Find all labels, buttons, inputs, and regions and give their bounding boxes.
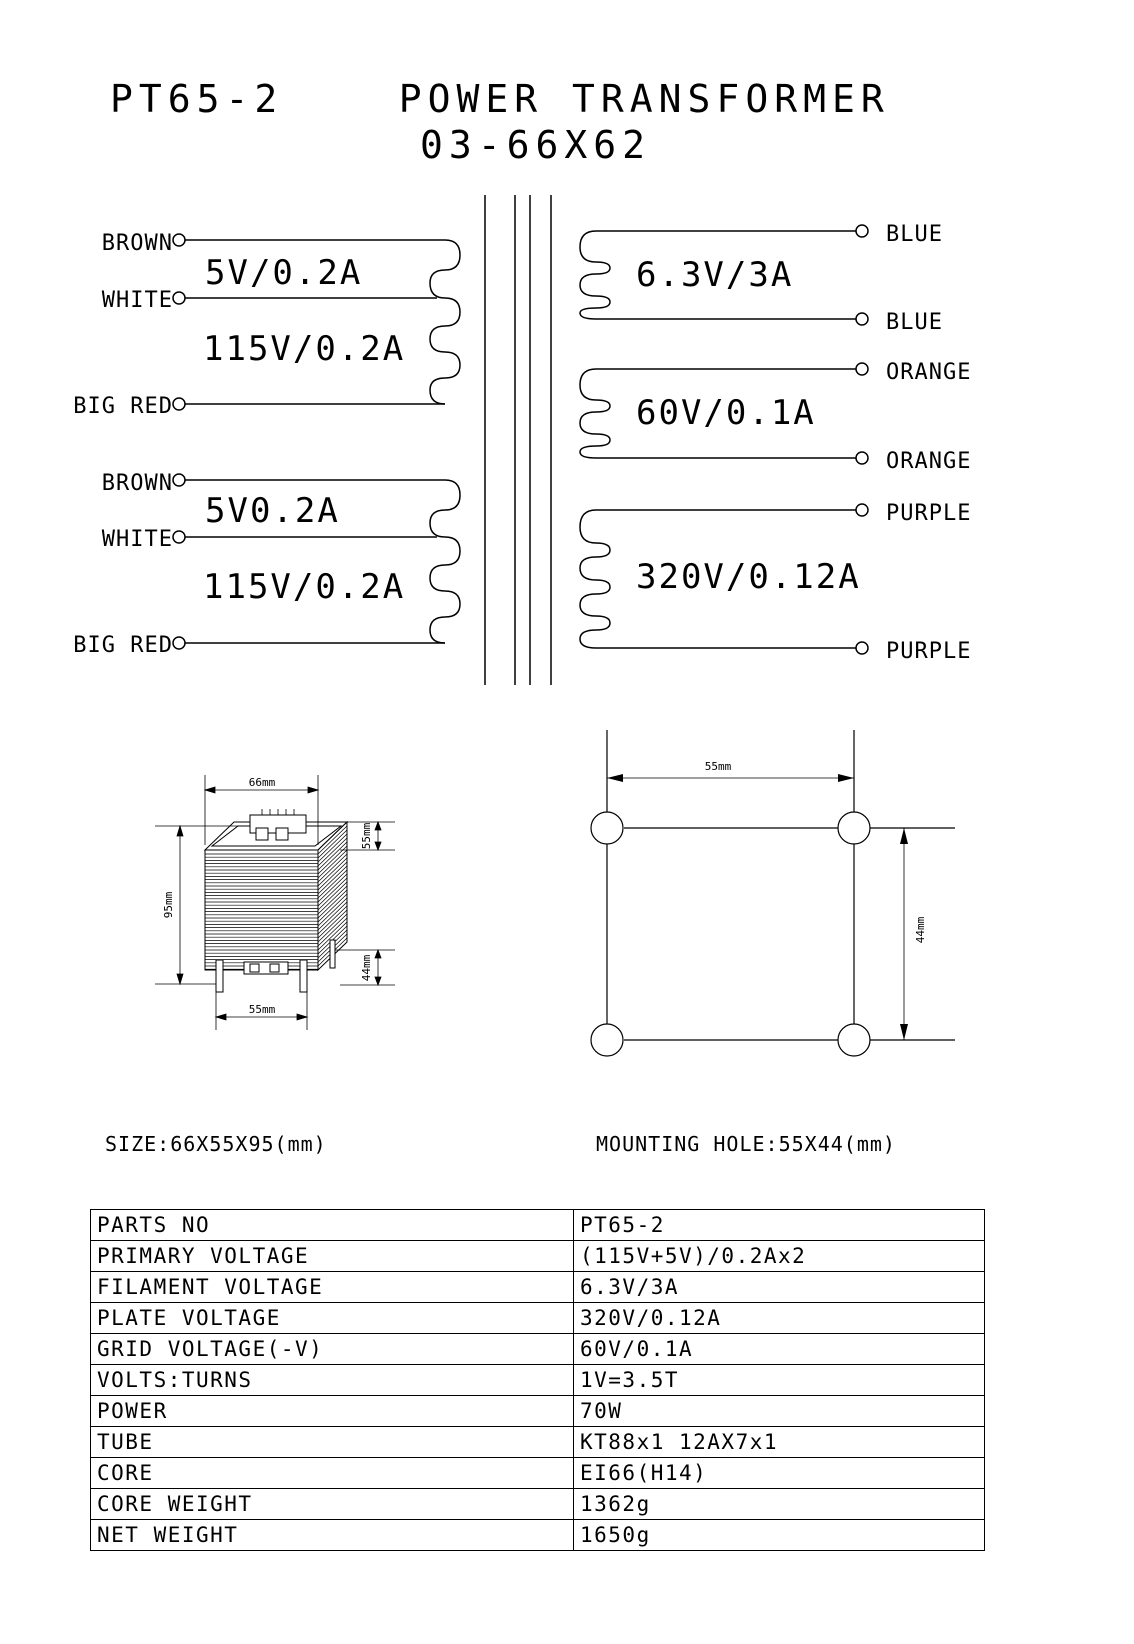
spec-label: GRID VOLTAGE(-V) — [91, 1334, 574, 1365]
secondary-winding-plate — [580, 501, 971, 664]
secondary-winding-grid — [580, 360, 971, 474]
wire-label-purple: PURPLE — [886, 639, 972, 664]
primary-winding-1 — [73, 231, 460, 419]
transformer-body-drawing — [205, 809, 347, 992]
dim-pin-height: 44mm — [360, 954, 373, 982]
spec-label: FILAMENT VOLTAGE — [91, 1272, 574, 1303]
mounting-caption: MOUNTING HOLE:55X44(mm) — [596, 1132, 896, 1156]
spec-value: 60V/0.1A — [574, 1334, 985, 1365]
spec-label: CORE WEIGHT — [91, 1489, 574, 1520]
wire-label-big-red: BIG RED — [73, 394, 173, 419]
terminal-circle — [173, 531, 185, 543]
terminal-circle — [173, 637, 185, 649]
spec-value: 1V=3.5T — [574, 1365, 985, 1396]
spec-label: VOLTS:TURNS — [91, 1365, 574, 1396]
spec-value: 70W — [574, 1396, 985, 1427]
wire-label-brown: BROWN — [101, 231, 173, 256]
coil-symbol — [580, 231, 610, 319]
rating-6-3v: 6.3V/3A — [636, 255, 794, 295]
terminal-circle — [856, 642, 868, 654]
table-row — [91, 1489, 985, 1520]
table-row — [91, 1458, 985, 1489]
table-row — [91, 1427, 985, 1458]
wire-label-white: WHITE — [101, 527, 173, 552]
spec-value: 320V/0.12A — [574, 1303, 985, 1334]
mounting-hole — [591, 1024, 623, 1056]
dim-mount-width: 55mm — [704, 760, 732, 773]
drawing-title: PT65-2 POWER TRANSFORMER — [110, 77, 890, 121]
coil-symbol — [580, 510, 610, 648]
wire-label-blue: BLUE — [886, 222, 943, 247]
spec-label: TUBE — [91, 1427, 574, 1458]
table-row — [91, 1334, 985, 1365]
rating-320v: 320V/0.12A — [636, 557, 861, 597]
transformer-core — [485, 195, 551, 685]
terminal-circle — [173, 292, 185, 304]
terminal-circle — [173, 234, 185, 246]
spec-label: CORE — [91, 1458, 574, 1489]
wire-label-big-red: BIG RED — [73, 633, 173, 658]
rating-5v: 5V0.2A — [205, 491, 340, 531]
spec-value: 1362g — [574, 1489, 985, 1520]
terminal-circle — [856, 313, 868, 325]
terminal-circle — [856, 363, 868, 375]
spec-value: (115V+5V)/0.2Ax2 — [574, 1241, 985, 1272]
wire-label-orange: ORANGE — [886, 360, 972, 385]
wire-label-orange: ORANGE — [886, 449, 972, 474]
spec-value: 6.3V/3A — [574, 1272, 985, 1303]
table-row — [91, 1303, 985, 1334]
spec-label: PLATE VOLTAGE — [91, 1303, 574, 1334]
secondary-winding-filament — [580, 222, 943, 335]
wire-label-blue: BLUE — [886, 310, 943, 335]
terminal-circle — [856, 504, 868, 516]
spec-table — [90, 1209, 985, 1551]
spec-label: PRIMARY VOLTAGE — [91, 1241, 574, 1272]
mounting-hole-diagram — [591, 730, 955, 1056]
coil-symbol — [430, 480, 460, 643]
size-caption: SIZE:66X55X95(mm) — [105, 1132, 327, 1156]
primary-winding-2 — [73, 471, 460, 658]
rating-60v: 60V/0.1A — [636, 393, 816, 433]
table-row — [91, 1272, 985, 1303]
rating-5v: 5V/0.2A — [205, 253, 363, 293]
rating-115v: 115V/0.2A — [203, 567, 406, 607]
table-row — [91, 1520, 985, 1551]
spec-value: EI66(H14) — [574, 1458, 985, 1489]
spec-label: PARTS NO — [91, 1210, 574, 1241]
spec-label: NET WEIGHT — [91, 1520, 574, 1551]
spec-value: PT65-2 — [574, 1210, 985, 1241]
dim-top-height: 55mm — [360, 822, 373, 850]
terminal-circle — [173, 398, 185, 410]
terminal-circle — [856, 452, 868, 464]
table-row — [91, 1210, 985, 1241]
mounting-hole — [838, 1024, 870, 1056]
table-row — [91, 1396, 985, 1427]
mounting-hole — [591, 812, 623, 844]
dim-height: 95mm — [162, 891, 175, 919]
spec-label: POWER — [91, 1396, 574, 1427]
drawing-subtitle: 03-66X62 — [420, 123, 652, 167]
table-row — [91, 1241, 985, 1272]
coil-symbol — [430, 240, 460, 404]
mounting-hole — [838, 812, 870, 844]
dim-base-width: 55mm — [248, 1003, 276, 1016]
wire-label-brown: BROWN — [101, 471, 173, 496]
dim-mount-height: 44mm — [914, 916, 927, 944]
wire-label-white: WHITE — [101, 288, 173, 313]
terminal-circle — [856, 225, 868, 237]
dim-width: 66mm — [248, 776, 276, 789]
terminal-circle — [173, 474, 185, 486]
table-row — [91, 1365, 985, 1396]
coil-symbol — [580, 369, 610, 458]
rating-115v: 115V/0.2A — [203, 329, 406, 369]
wire-label-purple: PURPLE — [886, 501, 972, 526]
spec-value: 1650g — [574, 1520, 985, 1551]
spec-value: KT88x1 12AX7x1 — [574, 1427, 985, 1458]
